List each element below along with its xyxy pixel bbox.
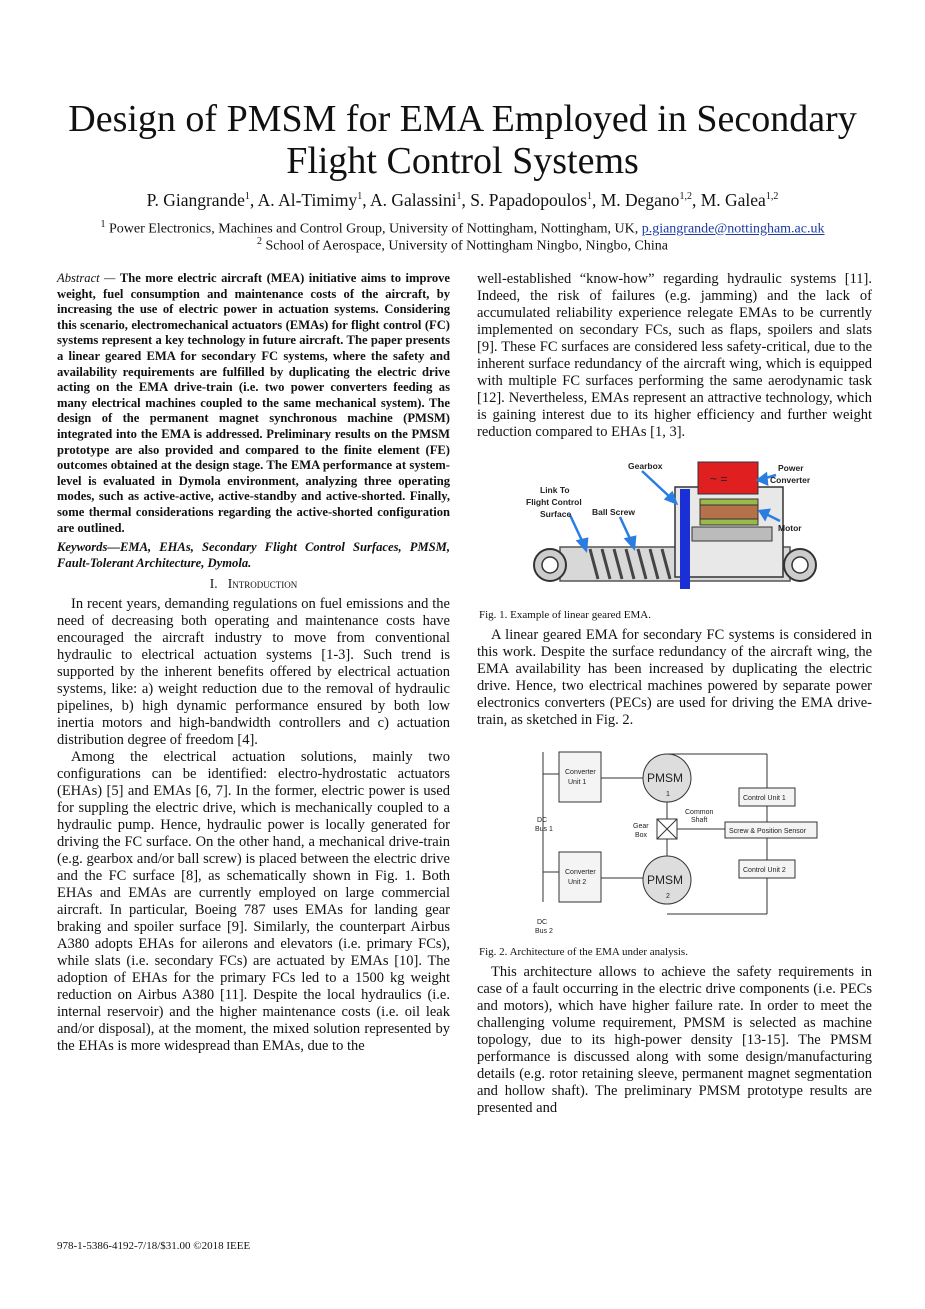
- label-converter-2b: Unit 2: [568, 879, 587, 886]
- figure-2-architecture-diagram: [525, 742, 825, 938]
- label-converter-2a: Converter: [565, 869, 596, 876]
- label-dc-1a: DC: [537, 817, 548, 824]
- right-column-bottom: [477, 964, 872, 1117]
- author-affiliation-sup: 1: [244, 191, 250, 202]
- author-separator: ,: [461, 189, 471, 210]
- label-surface: Surface: [540, 509, 572, 519]
- label-converter-1b: Unit 1: [568, 779, 587, 786]
- author-email-link[interactable]: p.giangrande@nottingham.ac.uk: [641, 221, 825, 237]
- author-separator: ,: [249, 189, 258, 210]
- figure-1-caption: Fig. 1. Example of linear geared EMA.: [479, 609, 651, 621]
- label-common: Common: [685, 809, 714, 816]
- label-control-unit-2: Control Unit 2: [743, 867, 786, 874]
- label-gear: Gear: [633, 823, 649, 830]
- author-affiliation-sup: 1: [357, 191, 363, 202]
- label-box: Box: [635, 832, 648, 839]
- body-paragraph: A linear geared EMA for secondary FC systems is considered in this work. Despite the surface redundancy of the aircraft wing, the EMA availability has been increased by duplicating the electric drive. Hence, two electrical machines powered by separate power electronics converters (PECs) are used for driving the EMA drive-train, as sketched in Fig. 2.: [477, 627, 872, 728]
- abstract: [57, 271, 450, 536]
- author-separator: ,: [591, 189, 601, 210]
- label-ball-screw: Ball Screw: [592, 507, 635, 517]
- label-motor: Motor: [778, 523, 802, 533]
- power-converter-block: [698, 462, 758, 494]
- converter-unit-2: [559, 852, 601, 902]
- affiliation-1-sup: 1: [100, 219, 106, 230]
- label-sensor: Screw & Position Sensor: [729, 828, 807, 835]
- label-pmsm-2: PMSM: [647, 873, 683, 887]
- right-column-mid: [477, 627, 872, 729]
- label-converter-1a: Converter: [565, 769, 596, 776]
- author-affiliation-sup: 1: [456, 191, 462, 202]
- abstract-body: The more electric aircraft (MEA) initiative aims to improve weight, fuel consumption and maintenance costs of the aircraft, by increasing the use of electric power in actuation systems. Considering this scenario, electromechanical actuators (EMAs) for flight control (FC) systems represent a key technology in future aircraft. The paper presents a linear geared EMA for secondary FC systems, where the safety and availability requirements are fulfilled by duplicating the electric drive acting on the EMA drive-train (i.e. two power converters feeding as many electrical machines coupled to the same mechanical system). The design of the permanent magnet synchronous machine (PMSM) integrated into the EMA is addressed. Preliminary results on the PMSM prototype are also provided and compared to the finite element (FE) outcomes obtained at the design stage. The EMA performance at system-level is evaluated in Dymola environment, analyzing three operating modes, such as active-active, active-standby and active-shorted. Finally, some thermal considerations regarding the active-shorted configuration are outlined.: [57, 271, 451, 535]
- label-converter: Converter: [770, 475, 811, 485]
- body-paragraph: This architecture allows to achieve the safety requirements in case of a fault occurring in the electric drive components (i.e. PECs and motors), which have higher failure rate. In order to meet the challenging volume requirement, PMSM is selected as machine topology, due to its high-power density [13-15]. The PMSM performance is discussed along with some design/manufacturing details (e.g. rotor retaining sleeve, permanent magnet segmentation and hollow shaft). The preliminary PMSM prototype results are presented and: [477, 964, 872, 1116]
- author-affiliation-sup: 1,2: [679, 191, 692, 202]
- body-paragraph: Among the electrical actuation solutions, mainly two configurations can be identified: electro-hydrostatic actuators (EHAs) [5] and EMAs [6, 7]. In the former, electric power is used for suppling the electric drive, which is mechanically coupled to a hydraulic pump. Hence, hydraulic power is locally generated for driving the FC surface. On the other hand, a mechanical drive-train (e.g. gearbox and/or ball screw) is placed between the electric drive and the FC surface [8], as schematically shown in Fig. 1. Both EHAs and EMAs are currently employed on large commercial aircraft. In particular, Boeing 787 uses EMAs for landing gear braking and spoiler surface [9]. Similarly, the counterpart Airbus A380 adopts EHAs for ailerons and elevators (i.e. primary FCs), while slats (i.e. secondary FCs) are actuated by EMAs [10]. The adoption of EHAs for the primary FCs led to a 1500 kg weight reduction on Airbus A380 [11]. Despite the local hydraulics (i.e. internal reservoir) and the higher maintenance costs (i.e. oil leak and/or disposal), at the moment, the mixed solution represented by the EHAs is more widespread than EMAs, due to the: [57, 749, 450, 1055]
- author-name: M. Degano: [600, 189, 680, 210]
- left-column: [57, 271, 450, 1055]
- label-gearbox: Gearbox: [628, 461, 663, 471]
- converter-unit-1: [559, 752, 601, 802]
- author-name: S. Papadopoulos: [470, 189, 587, 210]
- gearbox-gear: [680, 489, 690, 589]
- keywords: Keywords—EMA, EHAs, Secondary Flight Control Surfaces, PMSM, Fault-Tolerant Architecture, Dymola.: [57, 540, 450, 570]
- svg-text:~ =: ~ =: [710, 472, 728, 486]
- author-separator: ,: [691, 189, 701, 210]
- label-flight-control: Flight Control: [526, 497, 582, 507]
- author-affiliation-sup: 1,2: [765, 191, 779, 202]
- label-link-to: Link To: [540, 485, 570, 495]
- author-affiliation-sup: 1: [586, 191, 592, 202]
- figure-1-ema-illustration: [520, 457, 820, 605]
- label-dc-2b: Bus 2: [535, 928, 553, 935]
- affiliation-2-text: School of Aerospace, University of Nottingham Ningbo, Ningbo, China: [265, 238, 668, 254]
- body-paragraph: well-established “know-how” regarding hydraulic systems [11]. Indeed, the risk of failures (e.g. jamming) and the lack of accumulated reliability experience relegate EMAs to be currently implemented on secondary FCs, such as flaps, spoilers and slats [9]. These FC surfaces are considered less safety-critical, due to the inherent surface redundancy of the aircraft wing, which is equipped with multiple FC surfaces performing the same aerodynamic task [12]. Nevertheless, EMAs represent an attractive technology, which is gaining interest due to its higher efficiency and further weight reduction compared to EHAs [1, 3].: [477, 271, 872, 440]
- affiliation-2-sup: 2: [257, 236, 263, 247]
- section-title: Introduction: [227, 576, 298, 592]
- copyright-footer: 978-1-5386-4192-7/18/$31.00 ©2018 IEEE: [57, 1240, 251, 1252]
- author-list: [20, 186, 905, 211]
- label-pmsm-1: PMSM: [647, 771, 683, 785]
- author-separator: ,: [362, 189, 370, 210]
- author-name: A. Al-Timimy: [257, 189, 358, 210]
- label-dc-2a: DC: [537, 919, 548, 926]
- label-dc-1b: Bus 1: [535, 826, 553, 833]
- body-paragraph: In recent years, demanding regulations on fuel emissions and the need of decreasing both operating and maintenance costs have encouraged the aircraft industry to move from conventional hydraulic to electrical actuation systems [1-3]. Such trend is supported by the inherent benefits offered by electrical actuation systems, like: a) weight reduction due to the removal of hydraulic pipelines, b) high dynamic performance ensured by both low inertia motors and high-bandwidth controllers and c) actuation distribution degree of freedom [4].: [57, 596, 450, 749]
- label-power: Power: [778, 463, 804, 473]
- label-shaft: Shaft: [691, 817, 708, 824]
- section-heading-introduction: [57, 575, 450, 592]
- label-control-unit-1: Control Unit 1: [743, 795, 786, 802]
- right-column-top: [477, 271, 872, 441]
- abstract-lead: Abstract —: [57, 271, 120, 285]
- affiliation-2: [20, 233, 905, 255]
- author-name: P. Giangrande: [146, 189, 245, 210]
- label-pmsm-1-num: 1: [666, 791, 670, 798]
- author-name: A. Galassini: [369, 189, 457, 210]
- section-number: I.: [209, 576, 218, 592]
- label-pmsm-2-num: 2: [666, 893, 670, 900]
- author-name: M. Galea: [700, 189, 766, 210]
- affiliation-1-text: Power Electronics, Machines and Control Group, University of Nottingham, Nottingham, UK,: [109, 221, 642, 237]
- paper-title: Design of PMSM for EMA Employed in Secondary Flight Control Systems: [68, 98, 857, 182]
- figure-2-caption: Fig. 2. Architecture of the EMA under analysis.: [479, 946, 688, 958]
